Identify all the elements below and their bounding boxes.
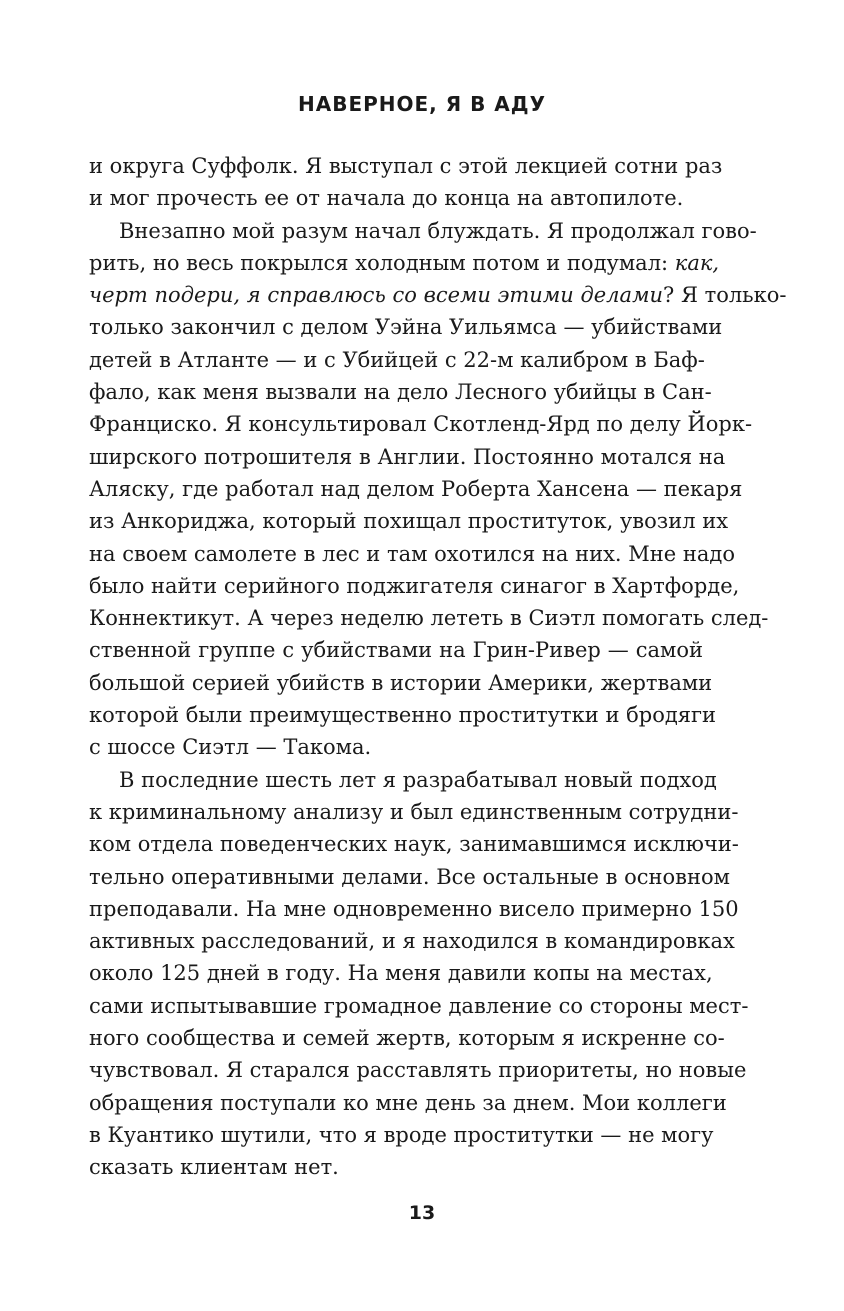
italic-segment: черт подери, я справлюсь со всеми этими делами	[89, 283, 664, 308]
body-text	[89, 150, 787, 1184]
text-line: с шоссе Сиэтл — Такома.	[89, 735, 372, 760]
text-line: из Анкориджа, который похищал проституток, увозил их	[89, 509, 729, 534]
text-line: сами испытывавшие громадное давление со стороны мест-	[89, 993, 749, 1018]
text-line: чувствовал. Я старался расставлять приоритеты, но новые	[89, 1058, 747, 1083]
text-line: детей в Атланте — и с Убийцей с 22-м калибром в Баф-	[89, 347, 705, 372]
text-line: ширского потрошителя в Англии. Постоянно мотался на	[89, 444, 726, 469]
text-line: Внезапно мой разум начал блуждать. Я продолжал гово-	[119, 218, 757, 243]
text-line: преподавали. На мне одновременно висело примерно 150	[89, 896, 739, 921]
text-line: которой были преимущественно проститутки и бродяги	[89, 703, 717, 728]
page-number: 13	[408, 1202, 436, 1224]
italic-segment: как,	[674, 250, 720, 275]
text-line: ного сообщества и семей жертв, которым я искренне со-	[89, 1026, 725, 1051]
text-line: Франциско. Я консультировал Скотленд-Ярд по делу Йорк-	[89, 412, 753, 437]
text-line	[89, 247, 720, 279]
text-segment: рить, но весь покрылся холодным потом и подумал:	[89, 250, 675, 275]
text-line: В последние шесть лет я разрабатывал новый подход	[119, 767, 717, 792]
text-line: тельно оперативными делами. Все остальные в основном	[89, 864, 730, 889]
text-line: к криминальному анализу и был единственным сотрудни-	[89, 799, 739, 824]
text-line: и мог прочесть ее от начала до конца на автопилоте.	[89, 186, 684, 211]
text-line: обращения поступали ко мне день за днем. Мои коллеги	[89, 1090, 727, 1115]
text-line: в Куантико шутили, что я вроде проститутки — не могу	[89, 1122, 714, 1147]
text-line: Аляску, где работал над делом Роберта Хансена — пекаря	[89, 476, 743, 501]
text-line: только закончил с делом Уэйна Уильямса — убийствами	[89, 315, 723, 340]
text-line: на своем самолете в лес и там охотился на них. Мне надо	[89, 541, 735, 566]
text-line	[89, 279, 787, 311]
text-line: ком отдела поведенческих наук, занимавшимся исключи-	[89, 832, 739, 857]
text-line: активных расследований, и я находился в командировках	[89, 929, 735, 954]
text-line: было найти серийного поджигателя синагог в Хартфорде,	[89, 573, 740, 598]
running-head: НАВЕРНОЕ, Я В АДУ	[297, 92, 547, 116]
text-line: фало, как меня вызвали на дело Лесного убийцы в Сан-	[89, 380, 712, 405]
text-line: около 125 дней в году. На меня давили копы на местах,	[89, 961, 713, 986]
text-segment: ? Я только-	[663, 283, 787, 308]
text-line: сказать клиентам нет.	[89, 1155, 339, 1180]
text-line: Коннектикут. А через неделю лететь в Сиэтл помогать след-	[89, 606, 769, 631]
text-line: и округа Суффолк. Я выступал с этой лекцией сотни раз	[89, 154, 723, 178]
text-line: большой серией убийств в истории Америки, жертвами	[89, 670, 713, 695]
text-line: ственной группе с убийствами на Грин-Ривер — самой	[89, 638, 703, 663]
